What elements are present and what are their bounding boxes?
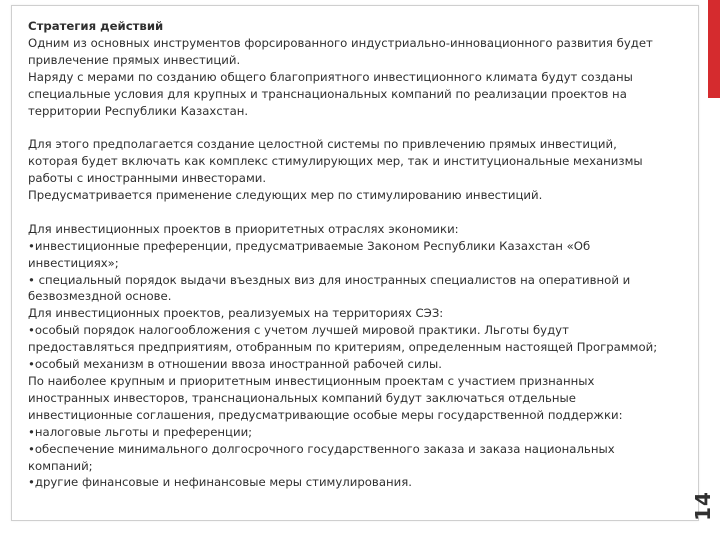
bullet-item: •особый механизм в отношении ввоза иностранной рабочей силы.	[28, 357, 442, 372]
paragraph: Для инвестиционных проектов, реализуемых на территориях СЭЗ:	[28, 306, 444, 321]
bullet-item: •особый порядок налогообложения с учетом лучшей мировой практики. Льготы будут предоставляться предприятиям, отобранным по критериям, определенным настоящей Программой;	[28, 323, 658, 355]
paragraph: Для инвестиционных проектов в приоритетных отраслях экономики:	[28, 221, 459, 236]
paragraph: Для этого предполагается создание целостной системы по привлечению прямых инвестиций, которая будет включать как комплекс стимулирующих мер, так и институциональные механизмы работы с иностранными инвесторами.	[28, 137, 643, 186]
bullet-item: •инвестиционные преференции, предусматриваемые Законом Республики Казахстан «Об инвестициях»;	[28, 238, 591, 270]
spacer	[28, 204, 668, 221]
page-number: 14	[691, 491, 715, 521]
bullet-item: •налоговые льготы и преференции;	[28, 424, 253, 439]
slide-content	[28, 18, 668, 491]
bullet-item: • специальный порядок выдачи въездных виз для иностранных специалистов на оперативной и безвозмездной основе.	[28, 272, 631, 304]
paragraph: Предусматривается применение следующих мер по стимулированию инвестиций.	[28, 188, 543, 203]
paragraph: Одним из основных инструментов форсированного индустриально-инновационного развития будет привлечение прямых инвестиций.	[28, 35, 653, 67]
bullet-item: •другие финансовые и нефинансовые меры стимулирования.	[28, 475, 412, 490]
accent-bar	[708, 0, 720, 98]
slide-title: Стратегия действий	[28, 19, 164, 33]
paragraph: По наиболее крупным и приоритетным инвестиционным проектам с участием признанных иностранных инвесторов, транснациональных компаний будут заключаться отдельные инвестиционные соглашения, предусматривающие особые меры государственной поддержки:	[28, 374, 623, 422]
bullet-item: •обеспечение минимального долгосрочного государственного заказа и заказа национальных компаний;	[28, 441, 615, 473]
paragraph: Наряду с мерами по созданию общего благоприятного инвестиционного климата будут созданы специальные условия для крупных и транснациональных компаний по реализации проектов на территории Республики Казахстан.	[28, 69, 633, 118]
spacer	[28, 119, 668, 136]
